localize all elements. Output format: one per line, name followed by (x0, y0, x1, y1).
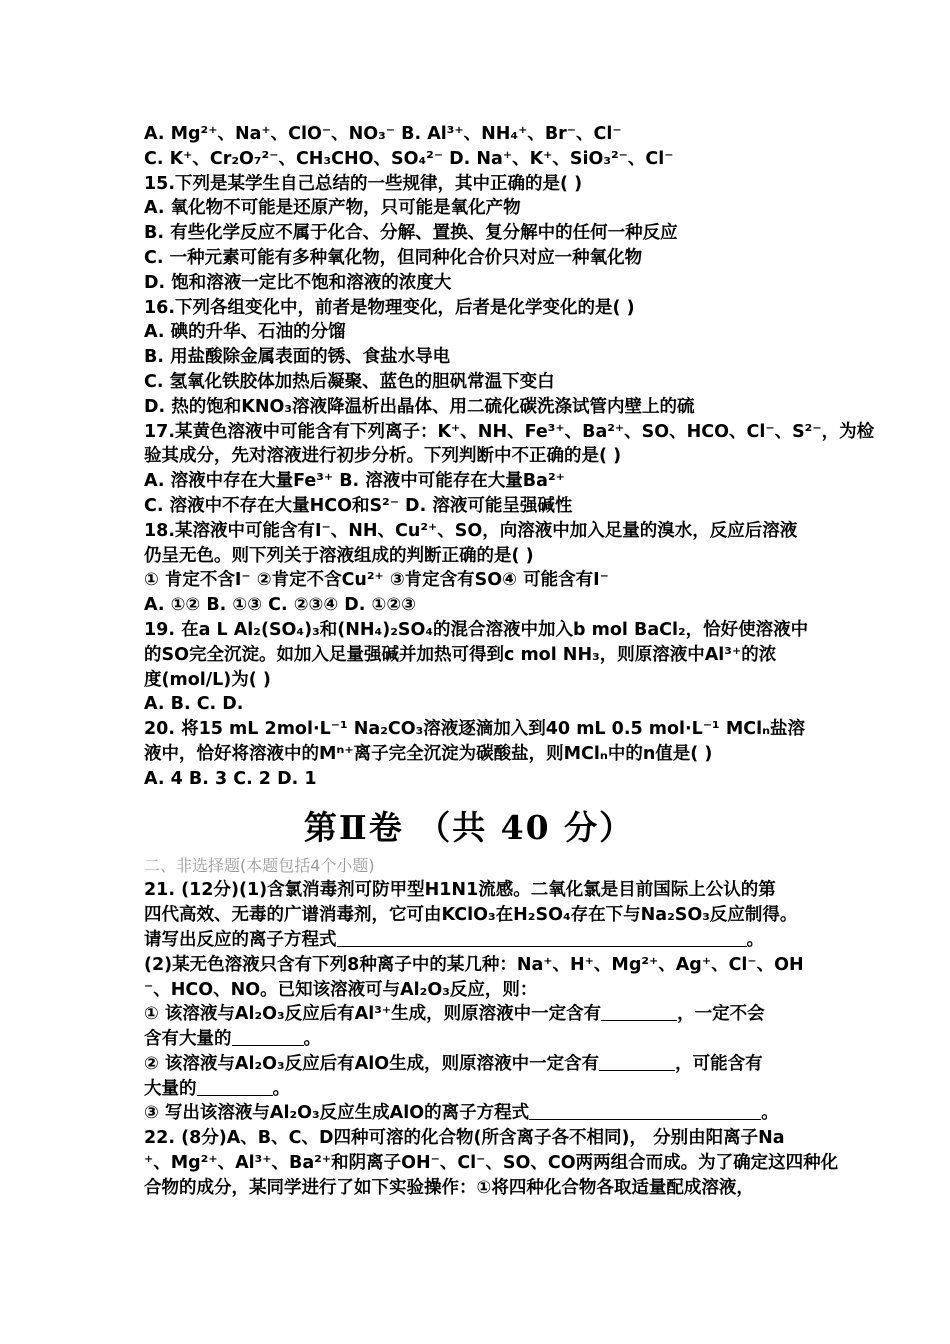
text-line: 的SO完全沉淀。如加入足量强碱并加热可得到c mol NH₃，则原溶液中Al³⁺的浓 (144, 644, 777, 665)
question-text: ，一定不会 (677, 1004, 765, 1025)
punctuation: 。 (761, 1103, 779, 1124)
text-line: 19. 在a L Al₂(SO₄)₃和(NH₄)₂SO₄的混合溶液中加入b mol BaCl₂，恰好使溶液中 (144, 619, 809, 640)
section-title: 第Ⅱ卷 （共 40 分） (303, 807, 635, 847)
text-line: 仍呈无色。则下列关于溶液组成的判断正确的是( ) (144, 545, 534, 566)
text-line: 液中，恰好将溶液中的Mⁿ⁺离子完全沉淀为碳酸盐，则MClₙ中的n值是( ) (144, 743, 713, 764)
answer-blank[interactable] (337, 928, 747, 947)
text-line: D. 饱和溶液一定比不饱和溶液的浓度大 (144, 272, 452, 293)
text-line: C. 一种元素可能有多种氧化物，但同种化合价只对应一种氧化物 (144, 247, 643, 268)
text-line: ⁻、HCO、NO。已知该溶液可与Al₂O₃反应，则： (144, 979, 538, 1000)
text-line: (2)某无色溶液只含有下列8种离子中的某几种：Na⁺、H⁺、Mg²⁺、Ag⁺、Cl⁻、OH (144, 954, 804, 975)
text-line: 16.下列各组变化中，前者是物理变化，后者是化学变化的是( ) (144, 297, 635, 318)
section-subtitle: 二、非选择题(本题包括4个小题) (144, 855, 375, 875)
question-text: 大量的 (144, 1078, 197, 1099)
exam-page (144, 122, 875, 1201)
text-line: ① 肯定不含I⁻ ②肯定不含Cu²⁺ ③肯定含有SO④ 可能含有I⁻ (144, 570, 609, 591)
text-line: A. 4 B. 3 C. 2 D. 1 (144, 768, 317, 789)
text-line: 验其成分，先对溶液进行初步分析。下列判断中不正确的是( ) (144, 446, 622, 467)
text-line: 20. 将15 mL 2mol·L⁻¹ Na₂CO₃溶液逐滴加入到40 mL 0.5 mol·L⁻¹ MClₙ盐溶 (144, 719, 806, 740)
answer-blank[interactable] (601, 1002, 677, 1021)
text-line: 四代高效、无毒的广谱消毒剂，它可由KClO₃在H₂SO₄存在下与Na₂SO₃反应制得。 (144, 905, 798, 926)
text-line: D. 热的饱和KNO₃溶液降温析出晶体、用二硫化碳洗涤试管内壁上的硫 (144, 396, 695, 417)
question-text: 含有大量的 (144, 1029, 232, 1050)
question-text: ③ 写出该溶液与Al₂O₃反应生成AlO的离子方程式 (144, 1103, 530, 1124)
text-line: A. B. C. D. (144, 694, 244, 715)
text-line (144, 1052, 824, 1077)
answer-blank[interactable] (529, 1101, 761, 1120)
punctuation: 。 (746, 929, 764, 950)
text-line: B. 有些化学反应不属于化合、分解、置换、复分解中的任何一种反应 (144, 223, 678, 244)
text-line: B. 用盐酸除金属表面的锈、食盐水导电 (144, 347, 451, 368)
text-line: A. 碘的升华、石油的分馏 (144, 322, 346, 343)
question-block-14-20 (144, 122, 875, 792)
question-text: ，可能含有 (675, 1053, 763, 1074)
punctuation: 。 (272, 1078, 290, 1099)
text-line: 22. (8分)A、B、C、D四种可溶的化合物(所含离子各不相同)， 分别由阳离子Na (144, 1128, 785, 1149)
question-block-21-22 (144, 878, 839, 1200)
question-text: ② 该溶液与Al₂O₃反应后有AlO生成，则原溶液中一定含有 (144, 1053, 600, 1074)
text-line (144, 1077, 824, 1102)
text-line (144, 928, 824, 953)
text-line: 合物的成分，某同学进行了如下实验操作：①将四种化合物各取适量配成溶液， (144, 1177, 754, 1198)
text-line: 15.下列是某学生自己总结的一些规律，其中正确的是( ) (144, 173, 583, 194)
text-line (144, 1101, 824, 1126)
text-line: A. 溶液中存在大量Fe³⁺ B. 溶液中可能存在大量Ba²⁺ (144, 471, 565, 492)
text-line: A. Mg²⁺、Na⁺、ClO⁻、NO₃⁻ B. Al³⁺、NH₄⁺、Br⁻、Cl⁻ (144, 124, 622, 144)
text-line: C. K⁺、Cr₂O₇²⁻、CH₃CHO、SO₄²⁻ D. Na⁺、K⁺、SiO₃²⁻、Cl⁻ (144, 148, 674, 169)
text-line: C. 溶液中不存在大量HCO和S²⁻ D. 溶液可能呈强碱性 (144, 495, 573, 516)
answer-blank[interactable] (197, 1077, 273, 1096)
question-text: 请写出反应的离子方程式 (144, 929, 337, 950)
answer-blank[interactable] (232, 1027, 304, 1046)
text-line: 21. (12分)(1)含氯消毒剂可防甲型H1N1流感。二氧化氯是目前国际上公认的第 (144, 880, 776, 901)
text-line: ⁺、Mg²⁺、Al³⁺、Ba²⁺和阴离子OH⁻、Cl⁻、SO、CO两两组合而成。为了确定这四种化 (144, 1153, 839, 1174)
text-line: A. 氧化物不可能是还原产物，只可能是氧化产物 (144, 198, 521, 219)
text-line: 18.某溶液中可能含有I⁻、NH、Cu²⁺、SO，向溶液中加入足量的溴水，反应后溶液 (144, 520, 798, 541)
question-text: ① 该溶液与Al₂O₃反应后有Al³⁺生成，则原溶液中一定含有 (144, 1004, 602, 1025)
text-line (144, 1027, 824, 1052)
text-line: A. ①② B. ①③ C. ②③④ D. ①②③ (144, 595, 416, 616)
text-line: 度(mol/L)为( ) (144, 669, 271, 690)
text-line: 17.某黄色溶液中可能含有下列离子：K⁺、NH、Fe³⁺、Ba²⁺、SO、HCO、Cl⁻、S²⁻，为检 (144, 421, 875, 442)
text-line: C. 氢氧化铁胶体加热后凝聚、蓝色的胆矾常温下变白 (144, 371, 555, 392)
text-line (144, 1002, 824, 1027)
answer-blank[interactable] (599, 1052, 675, 1071)
punctuation: 。 (303, 1029, 321, 1050)
